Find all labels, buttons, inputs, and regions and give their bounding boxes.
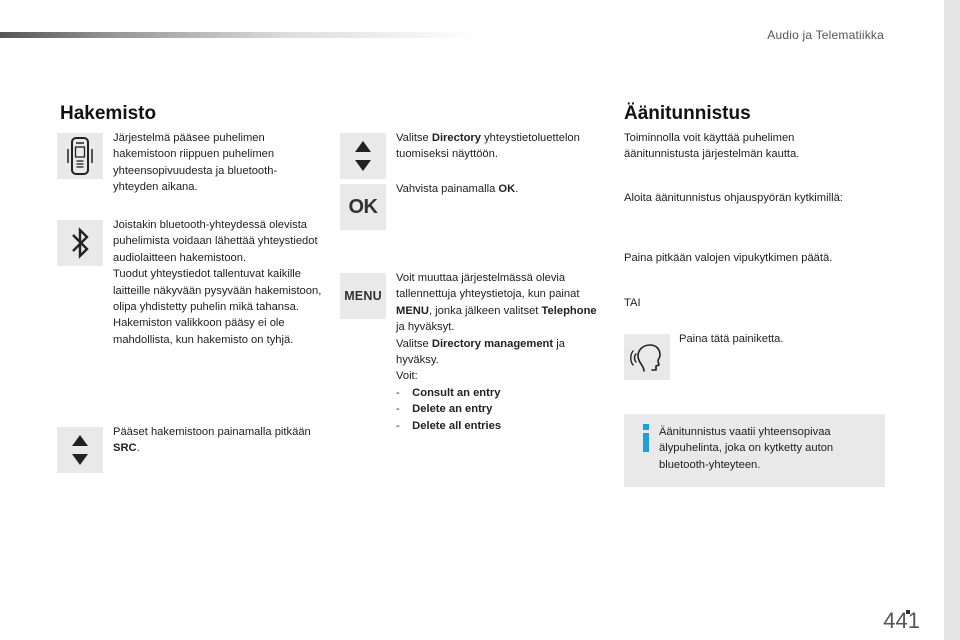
bluetooth-text (113, 217, 323, 348)
phone-icon (57, 133, 103, 179)
menu-text (396, 270, 606, 434)
ok-button-icon (340, 184, 386, 230)
list-item: - Consult an entry (396, 386, 501, 399)
menu-icon-label: MENU (344, 289, 382, 303)
list-item: - Delete all entries (396, 419, 502, 432)
bluetooth-text-p1: Joistakin bluetooth-yhteydessä olevista puhelimista voidaan lähettää yhteystiedot audiolaitteen hakemistoon. (113, 219, 318, 264)
header-title: Audio ja Telematiikka (767, 28, 884, 42)
menu-text-line2: Valitse Directory management ja hyväksy. (396, 337, 565, 367)
voice-lever-text: Paina pitkään valojen vipukytkimen päätä. (624, 252, 833, 264)
voice-command-icon (624, 334, 670, 380)
section-title-hakemisto: Hakemisto (60, 103, 157, 124)
info-box (624, 414, 885, 487)
voice-start-text: Aloita äänitunnistus ohjauspyörän kytkimillä: (624, 192, 843, 204)
press-button-text: Paina tätä painiketta. (679, 333, 784, 345)
bluetooth-text-p3: Hakemiston valikkoon pääsy ei ole mahdollista, kun hakemisto on tyhjä. (113, 317, 294, 346)
confirm-text: Vahvista painamalla OK. (396, 183, 519, 195)
bluetooth-icon (57, 220, 103, 266)
ok-icon-label: OK (348, 195, 378, 218)
or-text: TAI (624, 297, 641, 309)
info-icon (640, 424, 652, 454)
side-strip (944, 0, 960, 640)
menu-button-icon (340, 273, 386, 319)
up-down-arrows-icon (57, 427, 103, 473)
page-number: 441 (883, 608, 920, 633)
src-text: Pääset hakemistoon painamalla pitkään SRC. (113, 426, 311, 455)
phone-directory-text: Järjestelmä pääsee puhelimen hakemistoon riippuen puhelimen yhteensopivuudesta ja bluetooth-yhteyden aikana. (113, 132, 278, 194)
info-text: Äänitunnistus vaatii yhteensopivaa älypuhelinta, joka on kytketty auton bluetooth-yhteyteen. (659, 426, 834, 471)
bluetooth-text-p2: Tuodut yhteystiedot tallentuvat kaikille laitteille näkyvään pysyvään hakemistoon, olipa yhdistetty puhelin mikä tahansa. (113, 268, 322, 314)
directory-text: Valitse Directory yhteystietoluettelon tuomiseksi näyttöön. (396, 132, 580, 161)
section-title-aanitunnistus: Äänitunnistus (624, 103, 751, 124)
up-down-arrows-icon (340, 133, 386, 179)
header-gradient-bar (0, 32, 480, 38)
list-item: - Delete an entry (396, 403, 493, 416)
menu-text-line1: Voit muuttaa järjestelmässä olevia tallennettuja yhteystietoja, kun painat MENU, jonka jälkeen valitset Telephone ja hyväksyt. (396, 272, 597, 334)
menu-text-line3: Voit: (396, 370, 418, 383)
voice-intro-text: Toiminnolla voit käyttää puhelimen äänitunnistusta järjestelmän kautta. (624, 132, 800, 161)
